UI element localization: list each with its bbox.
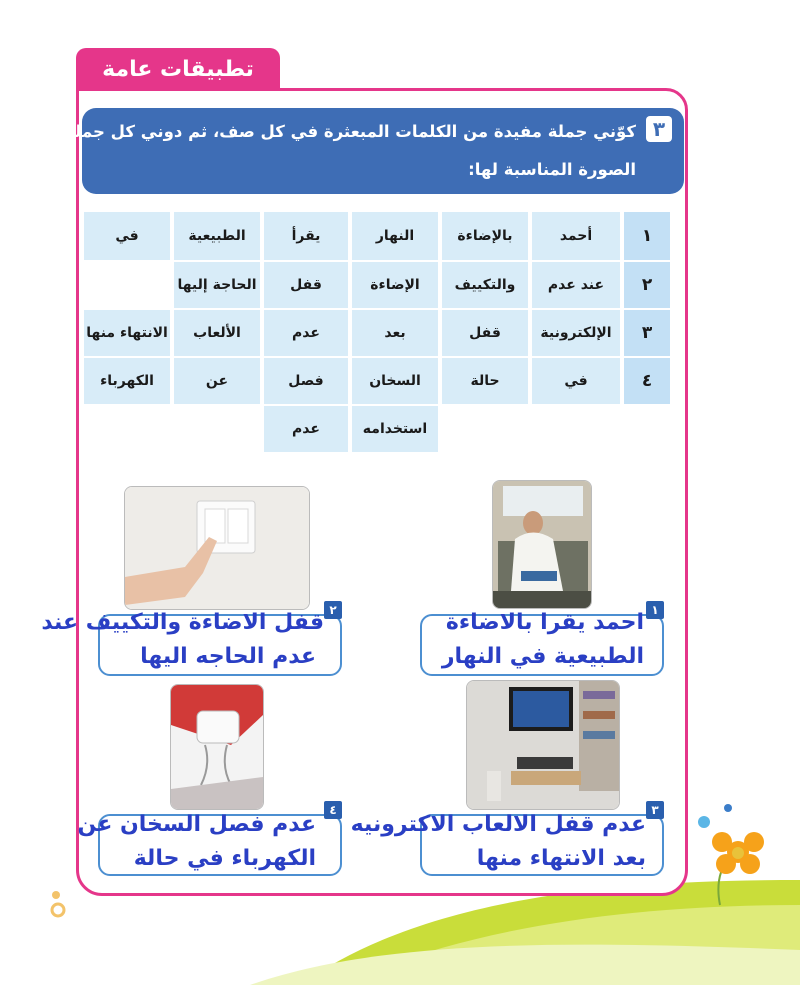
word-cell: عن xyxy=(174,358,260,404)
word-cell: الإلكترونية xyxy=(532,310,620,356)
word-cell: استخدامه xyxy=(352,406,438,452)
word-cell: بالإضاءة xyxy=(442,212,528,260)
row-number: ٣ xyxy=(624,310,670,356)
answer-1-line-2: الطبيعية في النهار xyxy=(441,644,644,669)
photo-water-heater xyxy=(170,684,264,810)
word-cell: عدم xyxy=(264,310,348,356)
answer-number: ٣ xyxy=(646,801,664,819)
answer-2-line-1: قفل الاضاءة والتكييف عند xyxy=(41,610,324,635)
row-number: ٤ xyxy=(624,358,670,404)
word-cell: الطبيعية xyxy=(174,212,260,260)
exercise-instructions xyxy=(23,108,684,194)
answer-number: ٢ xyxy=(324,601,342,619)
instruction-line-2: الصورة المناسبة لها: xyxy=(468,160,636,179)
answer-4-line-2: الكهرباء في حالة xyxy=(133,846,316,871)
word-cell: والتكييف xyxy=(442,262,528,308)
instruction-line-1: كوّني جملة مفيدة من الكلمات المبعثرة في كل صف، ثم دوني كل جملة تحت xyxy=(23,122,636,141)
word-cell: قفل xyxy=(442,310,528,356)
word-cell: الألعاب xyxy=(174,310,260,356)
word-cell: عدم xyxy=(264,406,348,452)
word-cell: أحمد xyxy=(532,212,620,260)
word-cell: حالة xyxy=(442,358,528,404)
word-cell: الإضاءة xyxy=(352,262,438,308)
word-cell: يقرأ xyxy=(264,212,348,260)
word-cell: عند عدم xyxy=(532,262,620,308)
word-cell: الحاجة إليها xyxy=(174,262,260,308)
answer-1-line-1: احمد يقرا بالاضاءة xyxy=(445,610,644,635)
word-cell: بعد xyxy=(352,310,438,356)
row-number: ١ xyxy=(624,212,670,260)
word-cell: في xyxy=(532,358,620,404)
row-number: ٢ xyxy=(624,262,670,308)
photo-tv-console xyxy=(466,680,620,810)
word-cell: فصل xyxy=(264,358,348,404)
answer-2-line-2: عدم الحاجه اليها xyxy=(140,644,316,669)
word-cell: قفل xyxy=(264,262,348,308)
exercise-number: ٣ xyxy=(646,116,672,142)
answer-4-line-1: عدم فصل السخان عن xyxy=(77,812,316,837)
photo-light-switch xyxy=(124,486,310,610)
answer-number: ٤ xyxy=(324,801,342,819)
word-cell: الكهرباء xyxy=(84,358,170,404)
flower-icon xyxy=(712,832,764,874)
section-tab xyxy=(76,48,280,90)
word-cell: الانتهاء منها xyxy=(84,310,170,356)
answer-3-line-1: عدم قفل الالعاب الاكترونيه xyxy=(350,812,646,837)
word-cell: السخان xyxy=(352,358,438,404)
word-cell: في xyxy=(84,212,170,260)
answer-3-line-2: بعد الانتهاء منها xyxy=(476,846,646,871)
word-cell: النهار xyxy=(352,212,438,260)
section-title: تطبيقات عامة xyxy=(102,56,254,82)
photo-boy-reading xyxy=(492,480,592,609)
answer-number: ١ xyxy=(646,601,664,619)
